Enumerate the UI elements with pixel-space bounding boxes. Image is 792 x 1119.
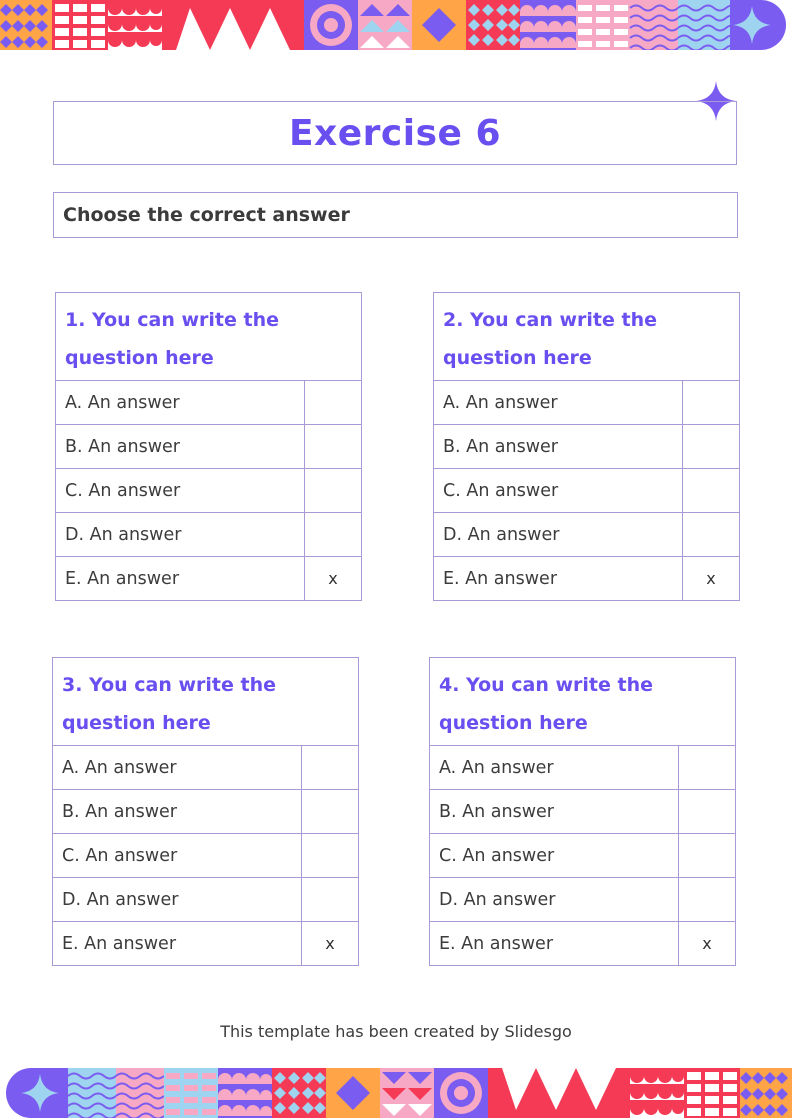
answer-row (433, 469, 740, 513)
answer-checkbox[interactable] (302, 790, 358, 833)
answer-option: C. An answer (430, 834, 679, 877)
answer-row (429, 834, 736, 878)
answer-option: D. An answer (53, 878, 302, 921)
instruction-text: Choose the correct answer (63, 204, 350, 226)
answer-checkbox[interactable] (683, 513, 739, 556)
answer-row (433, 513, 740, 557)
answer-checkbox[interactable] (683, 425, 739, 468)
question-text-line: 4. You can write the (439, 674, 654, 696)
answer-row (429, 790, 736, 834)
answer-row (429, 878, 736, 922)
answer-row (52, 878, 359, 922)
answer-option: A. An answer (56, 381, 305, 424)
answer-checkbox[interactable] (679, 790, 735, 833)
answer-row (55, 513, 362, 557)
answer-option: C. An answer (434, 469, 683, 512)
answer-row (55, 381, 362, 425)
question-header (433, 292, 740, 381)
answer-option: E. An answer (56, 557, 305, 600)
question-text-line: question here (65, 347, 214, 369)
question-table-3 (52, 657, 359, 966)
question-text-line: 3. You can write the (62, 674, 277, 696)
question-text-line: question here (443, 347, 592, 369)
answer-option: E. An answer (53, 922, 302, 965)
answer-option: D. An answer (434, 513, 683, 556)
answer-checkbox[interactable] (302, 878, 358, 921)
title-box (53, 101, 737, 165)
answer-option: C. An answer (53, 834, 302, 877)
answer-option: E. An answer (434, 557, 683, 600)
question-text-line: 1. You can write the (65, 309, 280, 331)
answer-row (433, 557, 740, 601)
question-header (429, 657, 736, 746)
answer-row (55, 469, 362, 513)
answer-row (429, 922, 736, 966)
answer-checkbox[interactable] (679, 878, 735, 921)
answer-row (52, 922, 359, 966)
answer-option: D. An answer (430, 878, 679, 921)
answer-row (52, 834, 359, 878)
answer-option: A. An answer (434, 381, 683, 424)
answer-row (55, 425, 362, 469)
answer-option: C. An answer (56, 469, 305, 512)
answer-checkbox[interactable]: x (702, 934, 712, 953)
answer-row (55, 557, 362, 601)
answer-checkbox[interactable]: x (328, 569, 338, 588)
answer-option: B. An answer (56, 425, 305, 468)
answer-option: B. An answer (430, 790, 679, 833)
question-table-1 (55, 292, 362, 601)
question-table-4 (429, 657, 736, 966)
page-title: Exercise 6 (288, 112, 502, 154)
question-text-line: question here (62, 712, 211, 734)
answer-row (433, 381, 740, 425)
top-pattern-band (0, 0, 792, 50)
answer-row (429, 746, 736, 790)
answer-option: A. An answer (430, 746, 679, 789)
answer-checkbox[interactable]: x (325, 934, 335, 953)
answer-checkbox[interactable] (305, 469, 361, 512)
answer-checkbox[interactable] (305, 381, 361, 424)
bottom-pattern-graphic (0, 1068, 792, 1118)
answer-checkbox[interactable] (679, 834, 735, 877)
answer-checkbox[interactable] (302, 746, 358, 789)
answer-checkbox[interactable] (683, 469, 739, 512)
answer-checkbox[interactable]: x (706, 569, 716, 588)
answer-checkbox[interactable] (683, 381, 739, 424)
instruction-box (53, 192, 738, 238)
bottom-pattern-band (0, 1068, 792, 1118)
answer-option: B. An answer (434, 425, 683, 468)
answer-checkbox[interactable] (305, 425, 361, 468)
answer-row (433, 425, 740, 469)
answer-checkbox[interactable] (679, 746, 735, 789)
answer-option: D. An answer (56, 513, 305, 556)
answer-option: E. An answer (430, 922, 679, 965)
answer-row (52, 746, 359, 790)
footer-credit: This template has been created by Slidesgo (220, 1022, 572, 1041)
question-text-line: 2. You can write the (443, 309, 658, 331)
question-text-line: question here (439, 712, 588, 734)
answer-checkbox[interactable] (305, 513, 361, 556)
answer-row (52, 790, 359, 834)
answer-option: B. An answer (53, 790, 302, 833)
question-table-2 (433, 292, 740, 601)
question-header (55, 292, 362, 381)
answer-checkbox[interactable] (302, 834, 358, 877)
top-pattern-graphic (0, 0, 792, 50)
question-header (52, 657, 359, 746)
answer-option: A. An answer (53, 746, 302, 789)
